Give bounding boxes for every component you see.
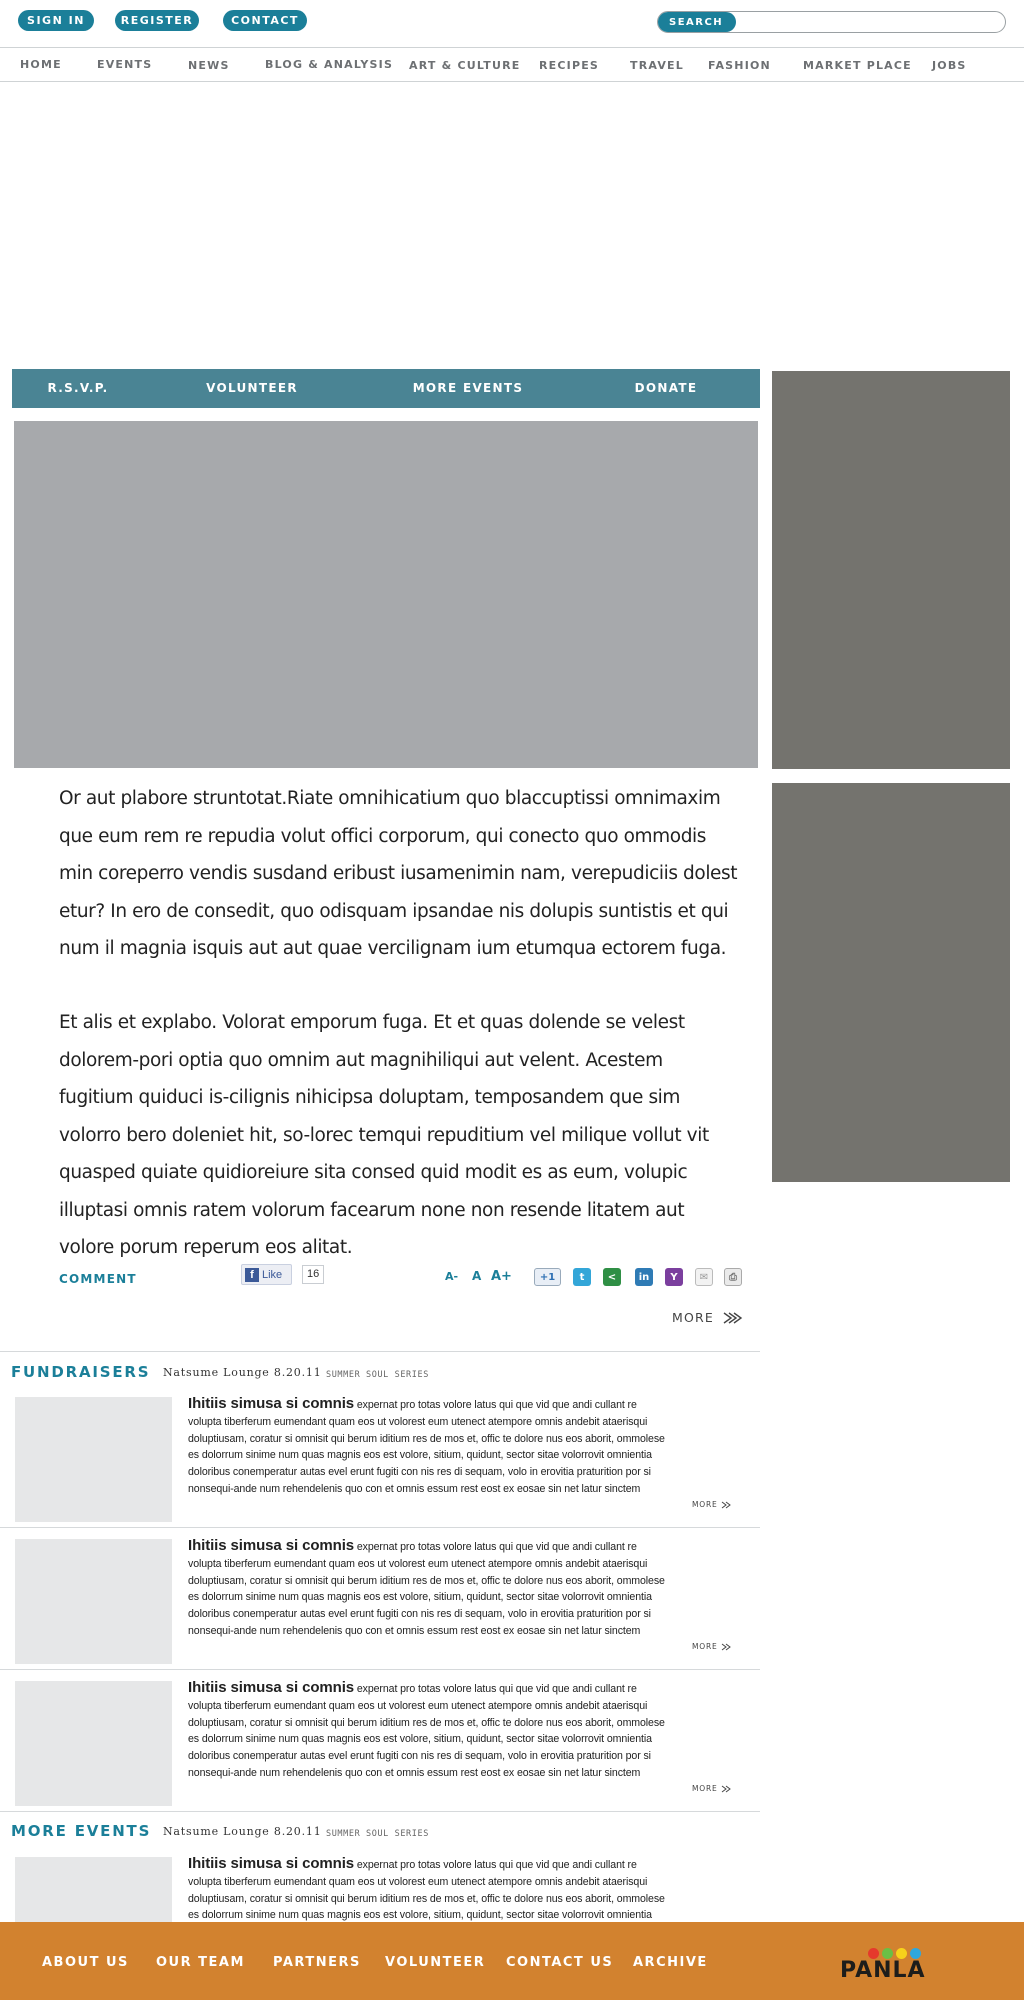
nav-item-news[interactable]: NEWS (188, 59, 230, 72)
nav-item-travel[interactable]: TRAVEL (630, 59, 684, 72)
nav-item-jobs[interactable]: JOBS (932, 59, 967, 72)
article-more-link[interactable] (672, 1310, 744, 1325)
article-paragraph-2: Et alis et explabo. Volorat emporum fuga. Et et quas dolende se velest dolorem-pori optia quo omnim aut magnihiliqui aut velent. Acestem fugitium quiduci is-cilignis nihicipsa doluptam, temposandem que sim volorro bero doleniet hit, so-lorec temqui repuditium vel milique vollut vit quasped quiate quidioreiure sita consed quid modit es as eum, volupic illuptasi omnis ratem volorum facearum none non resende litatem aut volore porum reperum eos alitat. (59, 1012, 709, 1258)
search-box (657, 11, 1006, 33)
more-label: MORE (672, 1310, 715, 1325)
fundraiser-item[interactable] (0, 1538, 760, 1680)
volunteer-button[interactable]: VOLUNTEER (206, 381, 298, 395)
donate-button[interactable]: DONATE (634, 381, 698, 395)
section-divider (0, 1811, 760, 1812)
logo-wordmark: PANLA (840, 1958, 926, 1983)
contact-button[interactable]: CONTACT (223, 10, 307, 31)
item-more-link[interactable]: MORE (692, 1500, 733, 1509)
footer-link-partners[interactable]: PARTNERS (273, 1955, 361, 1970)
item-divider (0, 1669, 760, 1670)
fundraiser-item[interactable] (0, 1680, 760, 1822)
footer-link-archive[interactable]: ARCHIVE (633, 1955, 708, 1970)
nav-item-events[interactable]: EVENTS (97, 58, 153, 71)
nav-item-art-culture[interactable]: ART & CULTURE (409, 59, 521, 72)
share-icon[interactable]: < (603, 1268, 621, 1286)
item-text: Ihitiis simusa si comnis expernat pro totas volore latus qui que vid que andi cullant re volupta tiberferum eumendant quam eos ut volorest eum utenect atempore omnis andebit ataerisqui doluptiusam, coratur si omnisit qui berum iditium res de mos et, offic te dolore nus eos aborit, ommolese es dolorrum sinime num quas magnis eos est volore, sitium, quidunt, sector sitae volorrovit omnientia doloribus conemperatur autas evel erunt fugiti con nis res di sequam, volo in erovitia praturition por si nonsequi-ande num rehendelenis quo con et omnis essum rest eost ex eosae sin net latur sinctem (188, 1679, 665, 1779)
nav-item-blog-analysis[interactable]: BLOG & ANALYSIS (265, 58, 394, 71)
sign-in-button[interactable]: SIGN IN (18, 10, 94, 31)
footer-link-volunteer[interactable]: VOLUNTEER (385, 1955, 486, 1970)
twitter-icon[interactable]: t (573, 1268, 591, 1286)
item-text: Ihitiis simusa si comnis expernat pro totas volore latus qui que vid que andi cullant re volupta tiberferum eumendant quam eos ut volorest eum utenect atempore omnis andebit ataerisqui doluptiusam, coratur si omnisit qui berum iditium res de mos et, offic te dolore nus eos aborit, ommolese es dolorrum sinime num quas magnis eos est volore, sitium, quidunt, sector sitae volorrovit omnientia doloribus conemperatur autas evel erunt fugiti con nis res di sequam, volo in erovitia praturition por si nonsequi-ande num rehendelenis quo con et omnis essum rest eost ex eosae sin net latur sinctem (188, 1537, 665, 1637)
more-events-list (0, 1856, 760, 1922)
item-thumbnail (15, 1397, 172, 1522)
fundraisers-series: SUMMER SOUL SERIES (326, 1370, 429, 1380)
item-more-link[interactable]: MORE (692, 1784, 733, 1793)
like-label: Like (262, 1268, 283, 1281)
double-chevron-right-icon (721, 1501, 733, 1509)
item-more-link[interactable]: MORE (692, 1642, 733, 1651)
event-action-bar (12, 369, 760, 408)
font-larger-button[interactable]: A+ (491, 1269, 512, 1284)
nav-item-fashion[interactable]: FASHION (708, 59, 771, 72)
print-icon[interactable]: ⎙ (724, 1268, 742, 1286)
double-chevron-right-icon (721, 1785, 733, 1793)
font-normal-button[interactable]: A (472, 1269, 482, 1283)
item-text: Ihitiis simusa si comnis expernat pro totas volore latus qui que vid que andi cullant re volupta tiberferum eumendant quam eos ut volorest eum utenect atempore omnis andebit ataerisqui doluptiusam, coratur si omnisit qui berum iditium res de mos et, offic te dolore nus eos aborit, ommolese es dolorrum sinime num quas magnis eos est volore, sitium, quidunt, sector sitae volorrovit omnientia (188, 1855, 665, 1922)
item-divider (0, 1527, 760, 1528)
item-thumbnail (15, 1539, 172, 1664)
double-chevron-right-icon (722, 1311, 744, 1325)
comment-link[interactable]: COMMENT (59, 1272, 137, 1286)
email-icon[interactable]: ✉ (695, 1268, 713, 1286)
search-input[interactable] (736, 12, 1004, 32)
footer-link-contact-us[interactable]: CONTACT US (506, 1955, 614, 1970)
rsvp-button[interactable]: R.S.V.P. (47, 381, 109, 395)
nav-item-market-place[interactable]: MARKET PLACE (803, 59, 912, 72)
footer (0, 1922, 1024, 2000)
facebook-icon: f (245, 1268, 259, 1282)
footer-link-about-us[interactable]: ABOUT US (42, 1955, 129, 1970)
article-paragraph-1: Or aut plabore struntotat.Riate omnihicatium quo blaccuptissi omnimaxim que eum rem re repudia volut offici corporum, qui conecto quo ommodis min coreperro vendis susdand eribust iusamenimin nam, verepudiciis dolest etur? In ero de consedit, quo odisquam ipsandae nis dolupis suntistis et qui num il magnia isquis aut aut quae vercilignam ium etumqua ectorem fuga. (59, 788, 738, 959)
panla-logo[interactable] (838, 1944, 968, 1984)
google-plus-one-icon[interactable]: +1 (534, 1268, 561, 1286)
more-events-button[interactable]: MORE EVENTS (412, 381, 524, 395)
more-events-venue-date: Natsume Lounge 8.20.11 (163, 1825, 322, 1838)
search-button[interactable]: SEARCH (658, 12, 736, 32)
double-chevron-right-icon (721, 1643, 733, 1651)
sidebar-ad-bottom (772, 783, 1010, 1182)
register-button[interactable]: REGISTER (115, 10, 199, 31)
fundraisers-heading: FUNDRAISERS (11, 1363, 151, 1381)
main-nav (0, 47, 1024, 82)
nav-item-home[interactable]: HOME (20, 58, 62, 71)
item-text: Ihitiis simusa si comnis expernat pro totas volore latus qui que vid que andi cullant re volupta tiberferum eumendant quam eos ut volorest eum utenect atempore omnis andebit ataerisqui doluptiusam, coratur si omnisit qui berum iditium res de mos et, offic te dolore nus eos aborit, ommolese es dolorrum sinime num quas magnis eos est volore, sitium, quidunt, sector sitae volorrovit omnientia doloribus conemperatur autas evel erunt fugiti con nis res di sequam, volo in erovitia praturition por si nonsequi-ande num rehendelenis quo con et omnis essum rest eost ex eosae sin net latur sinctem (188, 1395, 665, 1495)
like-count: 16 (302, 1265, 324, 1284)
linkedin-icon[interactable]: in (635, 1268, 653, 1286)
font-smaller-button[interactable]: A- (445, 1270, 459, 1283)
more-events-heading: MORE EVENTS (11, 1822, 152, 1840)
yahoo-icon[interactable]: Y (665, 1268, 683, 1286)
fundraisers-venue-date: Natsume Lounge 8.20.11 (163, 1366, 322, 1379)
footer-link-our-team[interactable]: OUR TEAM (156, 1955, 245, 1970)
item-thumbnail (15, 1681, 172, 1806)
fundraiser-item[interactable] (0, 1396, 760, 1538)
section-divider (0, 1351, 760, 1352)
top-bar (0, 0, 1024, 46)
hero-image-placeholder (14, 421, 758, 768)
facebook-like-button[interactable] (241, 1264, 292, 1285)
more-events-series: SUMMER SOUL SERIES (326, 1829, 429, 1839)
sidebar-ad-top (772, 371, 1010, 769)
nav-item-recipes[interactable]: RECIPES (539, 59, 600, 72)
